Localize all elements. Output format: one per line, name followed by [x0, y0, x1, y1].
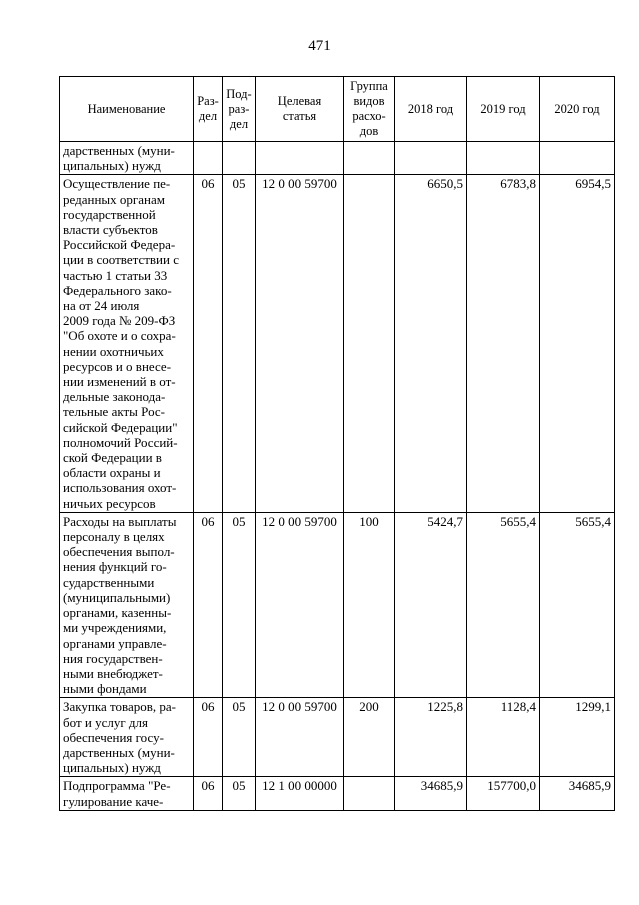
header-name: Наименование [60, 77, 194, 142]
row-target-article: 12 1 00 00000 [256, 777, 344, 810]
table-row [60, 512, 615, 697]
row-subsection: 05 [223, 777, 256, 810]
row-subsection: 05 [223, 698, 256, 777]
row-2020: 1299,1 [540, 698, 615, 777]
header-section: Раз- дел [194, 77, 223, 142]
row-name: Закупка товаров, ра- бот и услуг для обеспечения госу- дарственных (муни- ципальных) нужд [60, 698, 194, 777]
row-2018 [395, 142, 467, 175]
row-expense-group [344, 175, 395, 512]
header-2020: 2020 год [540, 77, 615, 142]
budget-table [59, 76, 615, 811]
row-target-article: 12 0 00 59700 [256, 698, 344, 777]
header-expense-group: Группа видов расхо- дов [344, 77, 395, 142]
row-target-article: 12 0 00 59700 [256, 512, 344, 697]
row-2018: 5424,7 [395, 512, 467, 697]
header-subsection: Под- раз- дел [223, 77, 256, 142]
row-target-article: 12 0 00 59700 [256, 175, 344, 512]
row-2019 [467, 142, 540, 175]
row-2019: 1128,4 [467, 698, 540, 777]
row-target-article [256, 142, 344, 175]
page-number: 471 [308, 38, 331, 54]
row-2020: 6954,5 [540, 175, 615, 512]
row-section: 06 [194, 698, 223, 777]
table-row [60, 142, 615, 175]
row-2018: 6650,5 [395, 175, 467, 512]
row-section: 06 [194, 175, 223, 512]
row-name: Подпрограмма "Ре- гулирование каче- [60, 777, 194, 810]
row-subsection: 05 [223, 512, 256, 697]
row-section: 06 [194, 777, 223, 810]
row-2018: 1225,8 [395, 698, 467, 777]
row-subsection [223, 142, 256, 175]
row-2020: 5655,4 [540, 512, 615, 697]
row-expense-group [344, 142, 395, 175]
row-expense-group [344, 777, 395, 810]
row-name: Осуществление пе- реданных органам государственной власти субъектов Российской Федера- ции в соответствии с частью 1 статьи 33 Федерального зако- на от 24 июля 2009 года № 209-ФЗ "Об охоте и о сохра- нении охотничьих ресурсов и о внесе- нии изменений в от- дельные законода- тельные акты Рос- сийской Федерации" полномочий Россий- ской Федерации в области охраны и использования охот- ничьих ресурсов [60, 175, 194, 512]
row-2018: 34685,9 [395, 777, 467, 810]
table-row [60, 777, 615, 810]
table-header-row [60, 77, 615, 142]
table-row [60, 698, 615, 777]
row-section [194, 142, 223, 175]
row-expense-group: 200 [344, 698, 395, 777]
row-subsection: 05 [223, 175, 256, 512]
header-2018: 2018 год [395, 77, 467, 142]
row-expense-group: 100 [344, 512, 395, 697]
header-target-article: Целевая статья [256, 77, 344, 142]
header-2019: 2019 год [467, 77, 540, 142]
table-row [60, 175, 615, 512]
row-2019: 6783,8 [467, 175, 540, 512]
row-2020 [540, 142, 615, 175]
row-section: 06 [194, 512, 223, 697]
row-name: Расходы на выплаты персоналу в целях обеспечения выпол- нения функций го- сударственными (муниципальными) органами, казенны- ми учреждениями, органами управле- ния государствен- ными внебюджет- ными фондами [60, 512, 194, 697]
row-name: дарственных (муни- ципальных) нужд [60, 142, 194, 175]
row-2019: 5655,4 [467, 512, 540, 697]
row-2019: 157700,0 [467, 777, 540, 810]
row-2020: 34685,9 [540, 777, 615, 810]
